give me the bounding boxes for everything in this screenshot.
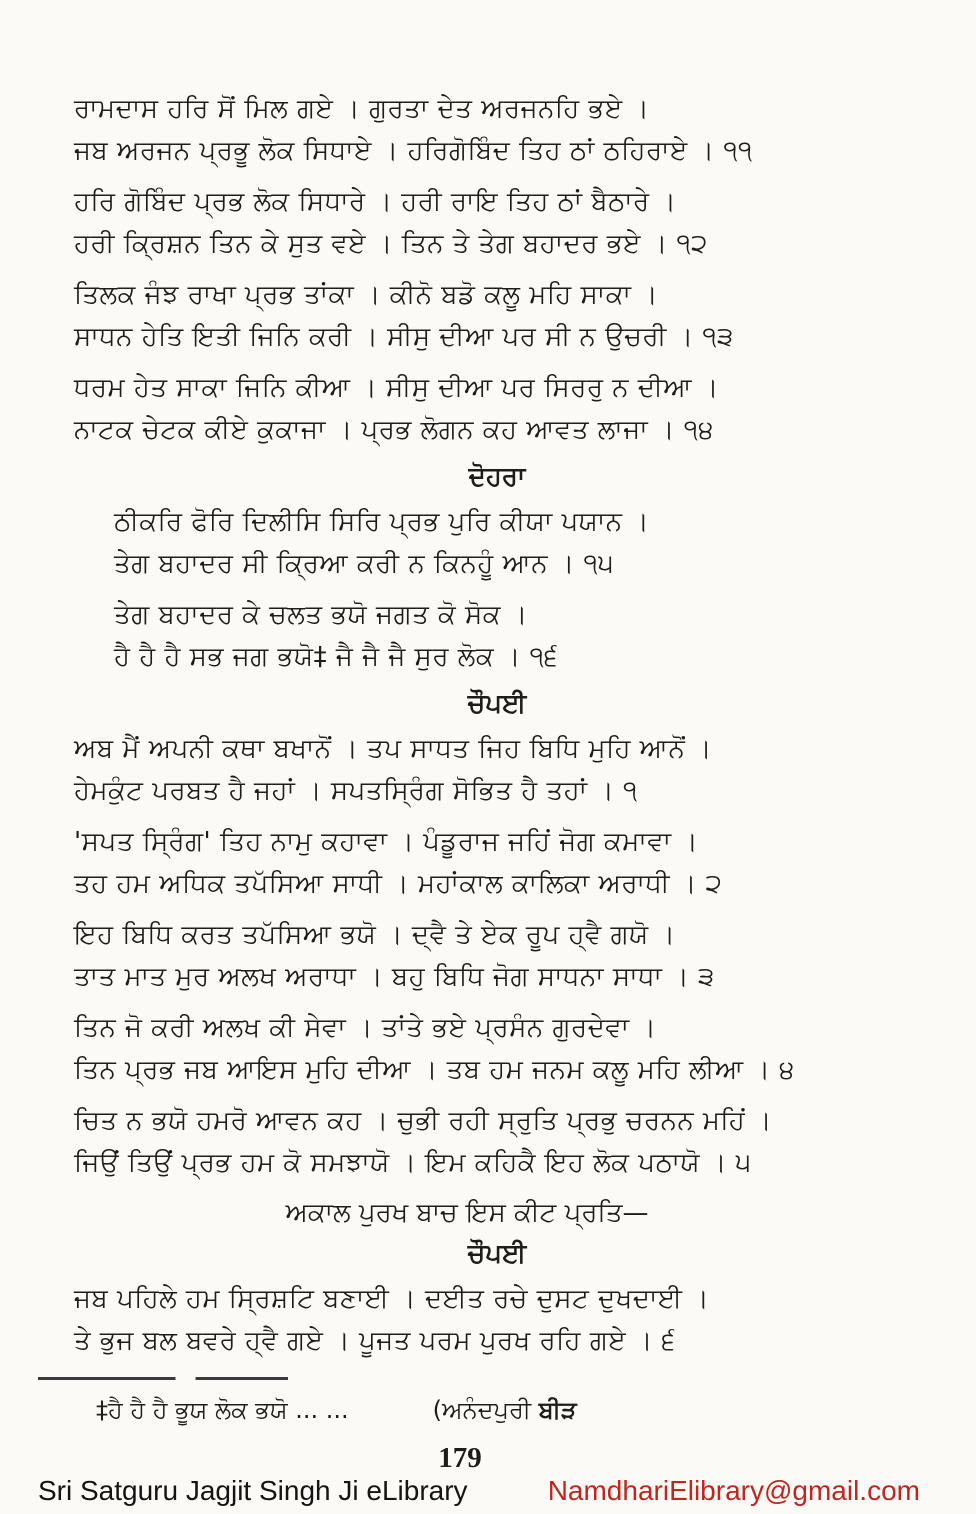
verse-line: ਨਾਟਕ ਚੇਟਕ ਕੀਏ ਕੁਕਾਜਾ । ਪ੍ਰਭ ਲੋਗਨ ਕਹ ਆਵਤ ਲਾਜਾ । ੧੪ bbox=[74, 415, 714, 445]
couplet bbox=[74, 1007, 920, 1091]
verse-line: ਅਬ ਮੈਂ ਅਪਨੀ ਕਥਾ ਬਖਾਨੋਂ । ਤਪ ਸਾਧਤ ਜਿਹ ਬਿਧਿ ਮੁਹਿ ਆਨੋਂ । bbox=[74, 734, 712, 764]
couplet bbox=[74, 594, 920, 678]
couplet bbox=[74, 821, 920, 905]
couplet bbox=[74, 181, 920, 265]
section-heading-dohra: ਦੋਹਰਾ bbox=[468, 462, 526, 492]
couplet bbox=[74, 914, 920, 998]
couplet bbox=[74, 88, 920, 172]
verse-section-opening bbox=[74, 88, 920, 451]
page-footer bbox=[38, 1474, 920, 1508]
verse-line: ਤਿਨ ਪ੍ਰਭ ਜਬ ਆਇਸ ਮੁਹਿ ਦੀਆ । ਤਬ ਹਮ ਜਨਮ ਕਲੂ ਮਹਿ ਲੀਆ । ੪ bbox=[74, 1055, 795, 1085]
verse-line: ਠੀਕਰਿ ਫੋਰਿ ਦਿਲੀਸਿ ਸਿਰਿ ਪ੍ਰਭ ਪੁਰਿ ਕੀਯਾ ਪਯਾਨ । bbox=[114, 507, 650, 537]
verse-line: ਰਾਮਦਾਸ ਹਰਿ ਸੋਂ ਮਿਲ ਗਏ । ਗੁਰਤਾ ਦੇਤ ਅਰਜਨਹਿ ਭਏ । bbox=[74, 94, 650, 124]
verse-line: ਹਰੀ ਕ੍ਰਿਸ਼ਨ ਤਿਨ ਕੇ ਸੁਤ ਵਏ । ਤਿਨ ਤੇ ਤੇਗ ਬਹਾਦਰ ਭਏ । ੧੨ bbox=[74, 229, 708, 259]
verse-line: ਧਰਮ ਹੇਤ ਸਾਕਾ ਜਿਨਿ ਕੀਆ । ਸੀਸੁ ਦੀਆ ਪਰ ਸਿਰਰੁ ਨ ਦੀਆ । bbox=[74, 373, 719, 403]
footnote-source bbox=[433, 1396, 577, 1424]
section-heading-chaupai: ਚੌਪਈ bbox=[467, 1239, 527, 1269]
footnote-separator-rule bbox=[38, 1377, 288, 1380]
page-bottom-area bbox=[38, 1377, 920, 1508]
verse-section-chaupai-1 bbox=[74, 728, 920, 1184]
footnote-source-prefix: (ਅਨੰਦਪੁਰੀ bbox=[432, 1396, 539, 1424]
verse-line: ਤਹ ਹਮ ਅਧਿਕ ਤਪੱਸਿਆ ਸਾਧੀ । ਮਹਾਂਕਾਲ ਕਾਲਿਕਾ ਅਰਾਧੀ । ੨ bbox=[74, 869, 723, 899]
verse-section-chaupai-2 bbox=[74, 1278, 920, 1362]
verse-line: ਹੈ ਹੈ ਹੈ ਸਭ ਜਗ ਭਯੋ‡ ਜੈ ਜੈ ਜੈ ਸੁਰ ਲੋਕ । ੧੬ bbox=[114, 642, 558, 672]
footer-email: NamdhariElibrary@gmail.com bbox=[547, 1475, 920, 1506]
verse-line: ਜਬ ਅਰਜਨ ਪ੍ਰਭੂ ਲੋਕ ਸਿਧਾਏ । ਹਰਿਗੋਬਿੰਦ ਤਿਹ ਠਾਂ ਠਹਿਰਾਏ । ੧੧ bbox=[74, 136, 753, 166]
verse-line: ਇਹ ਬਿਧਿ ਕਰਤ ਤਪੱਸਿਆ ਭਯੋ । ਦ੍ਵੈ ਤੇ ਏਕ ਰੂਪ ਹ੍ਵੈ ਗਯੋ । bbox=[74, 920, 676, 950]
couplet bbox=[74, 367, 920, 451]
verse-line: ਤਿਲਕ ਜੰਝ ਰਾਖਾ ਪ੍ਰਭ ਤਾਂਕਾ । ਕੀਨੋ ਬਡੋ ਕਲੂ ਮਹਿ ਸਾਕਾ । bbox=[74, 280, 659, 310]
couplet bbox=[74, 274, 920, 358]
footnote-marker: ‡ bbox=[96, 1396, 108, 1424]
verse-line: ਜਿਉਂ ਤਿਉਂ ਪ੍ਰਭ ਹਮ ਕੋ ਸਮਝਾਯੋ । ਇਮ ਕਹਿਕੈ ਇਹ ਲੋਕ ਪਠਾਯੋ । ੫ bbox=[74, 1148, 752, 1178]
verse-line: ਜਬ ਪਹਿਲੇ ਹਮ ਸ੍ਰਿਸ਼ਟਿ ਬਣਾਈ । ਦਈਤ ਰਚੇ ਦੁਸਟ ਦੁਖਦਾਈ । bbox=[74, 1284, 710, 1314]
verse-text-block bbox=[74, 88, 920, 1362]
verse-line: ਸਾਧਨ ਹੇਤਿ ਇਤੀ ਜਿਨਿ ਕਰੀ । ਸੀਸੁ ਦੀਆ ਪਰ ਸੀ ਨ ਉਚਰੀ । ੧੩ bbox=[74, 322, 734, 352]
verse-line: ਤੇ ਭੁਜ ਬਲ ਬਵਰੇ ਹ੍ਵੈ ਗਏ । ਪੂਜਤ ਪਰਮ ਪੁਰਖ ਰਹਿ ਗਏ । ੬ bbox=[74, 1326, 676, 1356]
couplet bbox=[74, 1278, 920, 1362]
footnote-source-bold: ਬੀੜ bbox=[538, 1396, 577, 1424]
verse-section-dohra bbox=[74, 501, 920, 678]
footnote-text: ਹੈ ਹੈ ਹੈ ਭੂਯ ਲੋਕ ਭਯੋ ... ... bbox=[108, 1396, 349, 1424]
couplet bbox=[74, 1100, 920, 1184]
verse-line: ਚਿਤ ਨ ਭਯੋ ਹਮਰੋ ਆਵਨ ਕਹ । ਚੁਭੀ ਰਹੀ ਸ੍ਰੁਤਿ ਪ੍ਰਭੁ ਚਰਨਨ ਮਹਿਂ । bbox=[74, 1106, 773, 1136]
verse-line: ਤਿਨ ਜੋ ਕਰੀ ਅਲਖ ਕੀ ਸੇਵਾ । ਤਾਂਤੇ ਭਏ ਪ੍ਰਸੰਨ ਗੁਰਦੇਵਾ । bbox=[74, 1013, 657, 1043]
couplet bbox=[74, 728, 920, 812]
footnote bbox=[96, 1392, 920, 1428]
couplet bbox=[74, 501, 920, 585]
verse-line: ਤੇਗ ਬਹਾਦਰ ਸੀ ਕ੍ਰਿਆ ਕਰੀ ਨ ਕਿਨਹੂੰ ਆਨ । ੧੫ bbox=[114, 549, 614, 579]
verse-line: ਤਾਤ ਮਾਤ ਮੁਰ ਅਲਖ ਅਰਾਧਾ । ਬਹੁ ਬਿਧਿ ਜੋਗ ਸਾਧਨਾ ਸਾਧਾ । ੩ bbox=[74, 962, 715, 992]
verse-line: ਹੇਮਕੁੰਟ ਪਰਬਤ ਹੈ ਜਹਾਂ । ਸਪਤਸ੍ਰਿੰਗ ਸੋਭਿਤ ਹੈ ਤਹਾਂ । ੧ bbox=[74, 776, 638, 806]
verse-line: ਹਰਿ ਗੋਬਿੰਦ ਪ੍ਰਭ ਲੋਕ ਸਿਧਾਰੇ । ਹਰੀ ਰਾਇ ਤਿਹ ਠਾਂ ਬੈਠਾਰੇ । bbox=[74, 187, 677, 217]
page-number: 179 bbox=[438, 1442, 482, 1474]
section-heading-chaupai: ਚੌਪਈ bbox=[467, 689, 527, 719]
verse-line: 'ਸਪਤ ਸ੍ਰਿੰਗ' ਤਿਹ ਨਾਮੁ ਕਹਾਵਾ । ਪੰਡੂਰਾਜ ਜਹਿਂ ਜੋਗ ਕਮਾਵਾ । bbox=[74, 827, 699, 857]
akal-purakh-bach-address-line: ਅਕਾਲ ਪੁਰਖ ਬਾਚ ਇਸ ਕੀਟ ਪ੍ਰਤਿ— bbox=[285, 1198, 649, 1228]
footer-library-name: Sri Satguru Jagjit Singh Ji eLibrary bbox=[38, 1475, 468, 1506]
verse-line: ਤੇਗ ਬਹਾਦਰ ਕੇ ਚਲਤ ਭਯੋ ਜਗਤ ਕੋ ਸੋਕ । bbox=[114, 600, 528, 630]
